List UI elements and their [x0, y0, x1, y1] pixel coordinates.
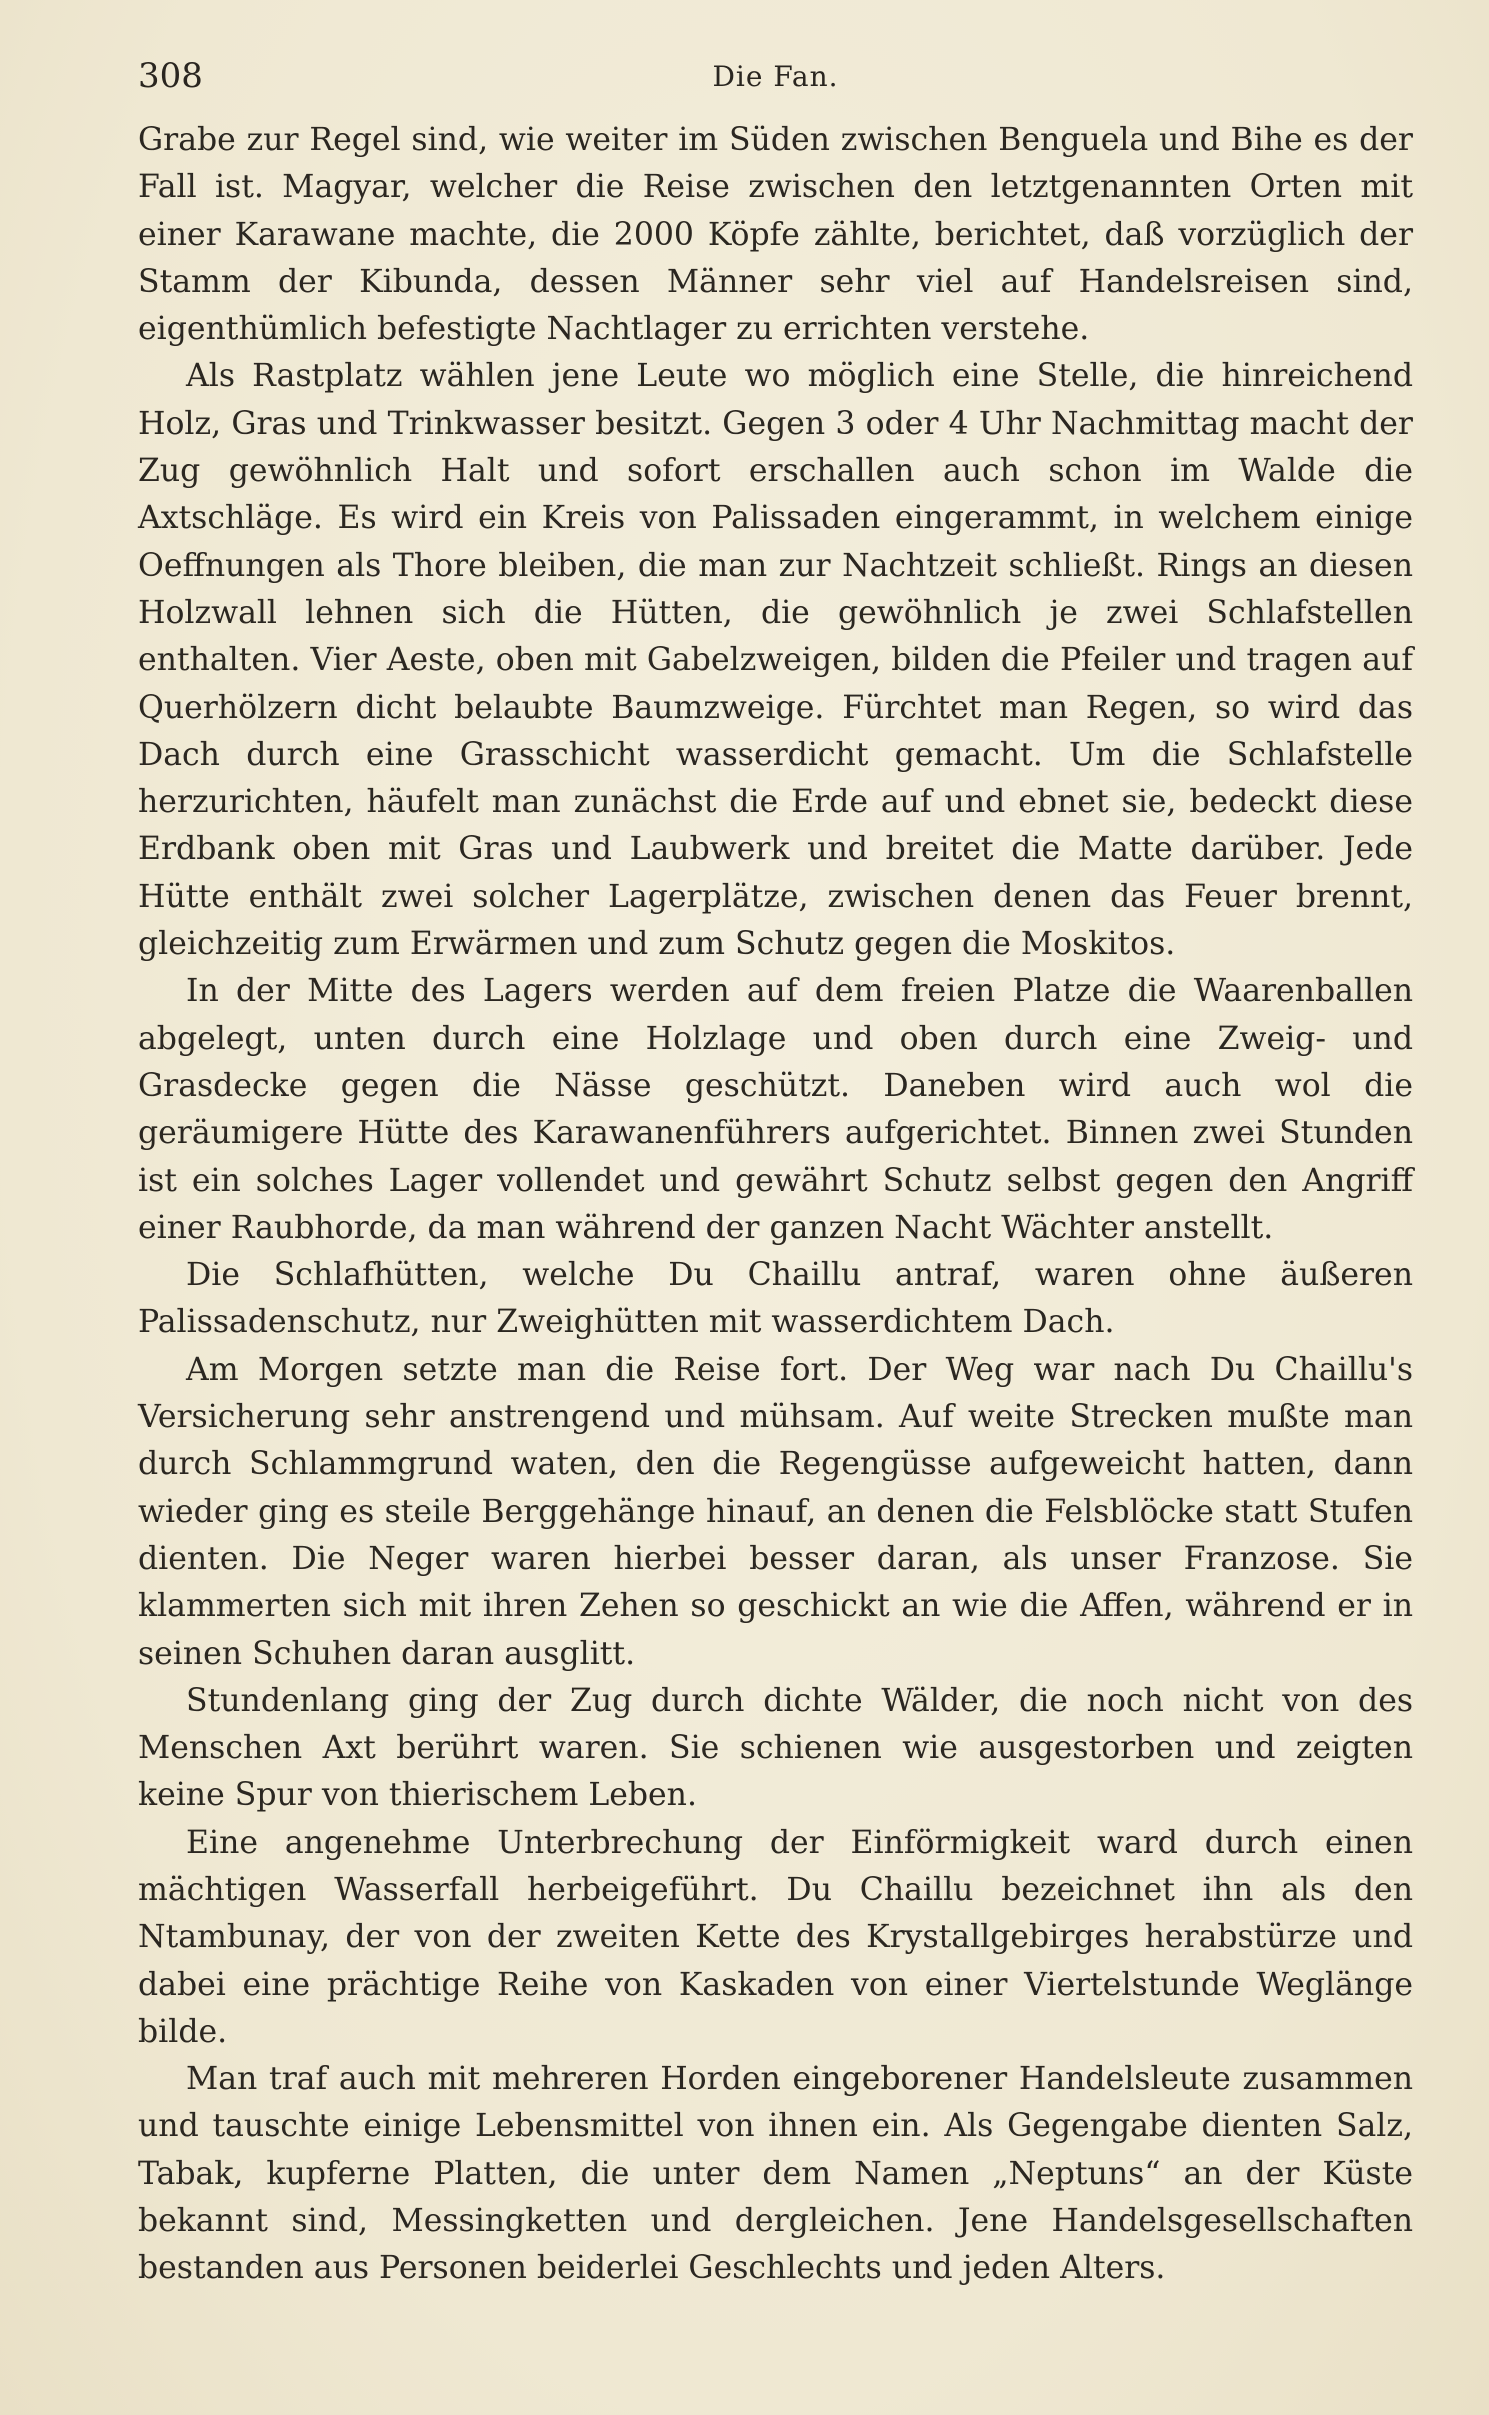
paragraph: Man traf auch mit mehreren Horden eingeborener Handelsleute zusammen und tauschte einige Lebensmittel von ihnen ein. Als Gegengabe dienten Salz, Tabak, kupferne Platten, die unter dem Namen „Neptuns“ an der Küste bekannt sind, Messingketten und dergleichen. Jene Handelsgesellschaften bestanden aus Personen beiderlei Geschlechts und jeden Alters. — [138, 2061, 1413, 2287]
paragraph: Eine angenehme Unterbrechung der Einförmigkeit ward durch einen mächtigen Wasserfall herbeigeführt. Du Chaillu bezeichnet ihn als den Ntambunay, der von der zweiten Kette des Krystallgebirges herabstürze und dabei eine prächtige Reihe von Kaskaden von einer Viertelstunde Weglänge bilde. — [138, 1824, 1413, 2050]
body-text — [138, 117, 1413, 2293]
page-number: 308 — [138, 56, 203, 96]
paragraph: Am Morgen setzte man die Reise fort. Der Weg war nach Du Chaillu's Versicherung sehr anstrengend und mühsam. Auf weite Strecken mußte man durch Schlammgrund waten, den die Regengüsse aufgeweicht hatten, dann wieder ging es steile Berggehänge hinauf, an denen die Felsblöcke statt Stufen dienten. Die Neger waren hierbei besser daran, als unser Franzose. Sie klammerten sich mit ihren Zehen so geschickt an wie die Affen, während er in seinen Schuhen daran ausglitt. — [138, 1351, 1413, 1672]
paragraph: In der Mitte des Lagers werden auf dem freien Platze die Waarenballen abgelegt, unten durch eine Holzlage und oben durch eine Zweig- und Grasdecke gegen die Nässe geschützt. Daneben wird auch wol die geräumigere Hütte des Karawanenführers aufgerichtet. Binnen zwei Stunden ist ein solches Lager vollendet und gewährt Schutz selbst gegen den Angriff einer Raubhorde, da man während der ganzen Nacht Wächter anstellt. — [138, 973, 1413, 1246]
paragraph: Als Rastplatz wählen jene Leute wo möglich eine Stelle, die hinreichend Holz, Gras und Trinkwasser besitzt. Gegen 3 oder 4 Uhr Nachmittag macht der Zug gewöhnlich Halt und sofort erschallen auch schon im Walde die Axtschläge. Es wird ein Kreis von Palissaden eingerammt, in welchem einige Oeffnungen als Thore bleiben, die man zur Nachtzeit schließt. Rings an diesen Holzwall lehnen sich die Hütten, die gewöhnlich je zwei Schlafstellen enthalten. Vier Aeste, oben mit Gabelzweigen, bilden die Pfeiler und tragen auf Querhölzern dicht belaubte Baumzweige. Fürchtet man Regen, so wird das Dach durch eine Grasschicht wasserdicht gemacht. Um die Schlafstelle herzurichten, häufelt man zunächst die Erde auf und ebnet sie, bedeckt diese Erdbank oben mit Gras und Laubwerk und breitet die Matte darüber. Jede Hütte enthält zwei solcher Lagerplätze, zwischen denen das Feuer brennt, gleichzeitig zum Erwärmen und zum Schutz gegen die Moskitos. — [138, 358, 1413, 963]
page-header — [138, 56, 1413, 106]
paragraph: Grabe zur Regel sind, wie weiter im Süden zwischen Benguela und Bihe es der Fall ist. Magyar, welcher die Reise zwischen den letztgenannten Orten mit einer Karawane machte, die 2000 Köpfe zählte, berichtet, daß vorzüglich der Stamm der Kibunda, dessen Männer sehr viel auf Handelsreisen sind, eigenthümlich befestigte Nachtlager zu errichten verstehe. — [138, 122, 1413, 348]
paragraph: Stundenlang ging der Zug durch dichte Wälder, die noch nicht von des Menschen Axt berührt waren. Sie schienen wie ausgestorben und zeigten keine Spur von thierischem Leben. — [138, 1682, 1413, 1814]
running-title: Die Fan. — [712, 60, 839, 93]
paragraph: Die Schlafhütten, welche Du Chaillu antraf, waren ohne äußeren Palissadenschutz, nur Zweighütten mit wasserdichtem Dach. — [138, 1257, 1413, 1341]
